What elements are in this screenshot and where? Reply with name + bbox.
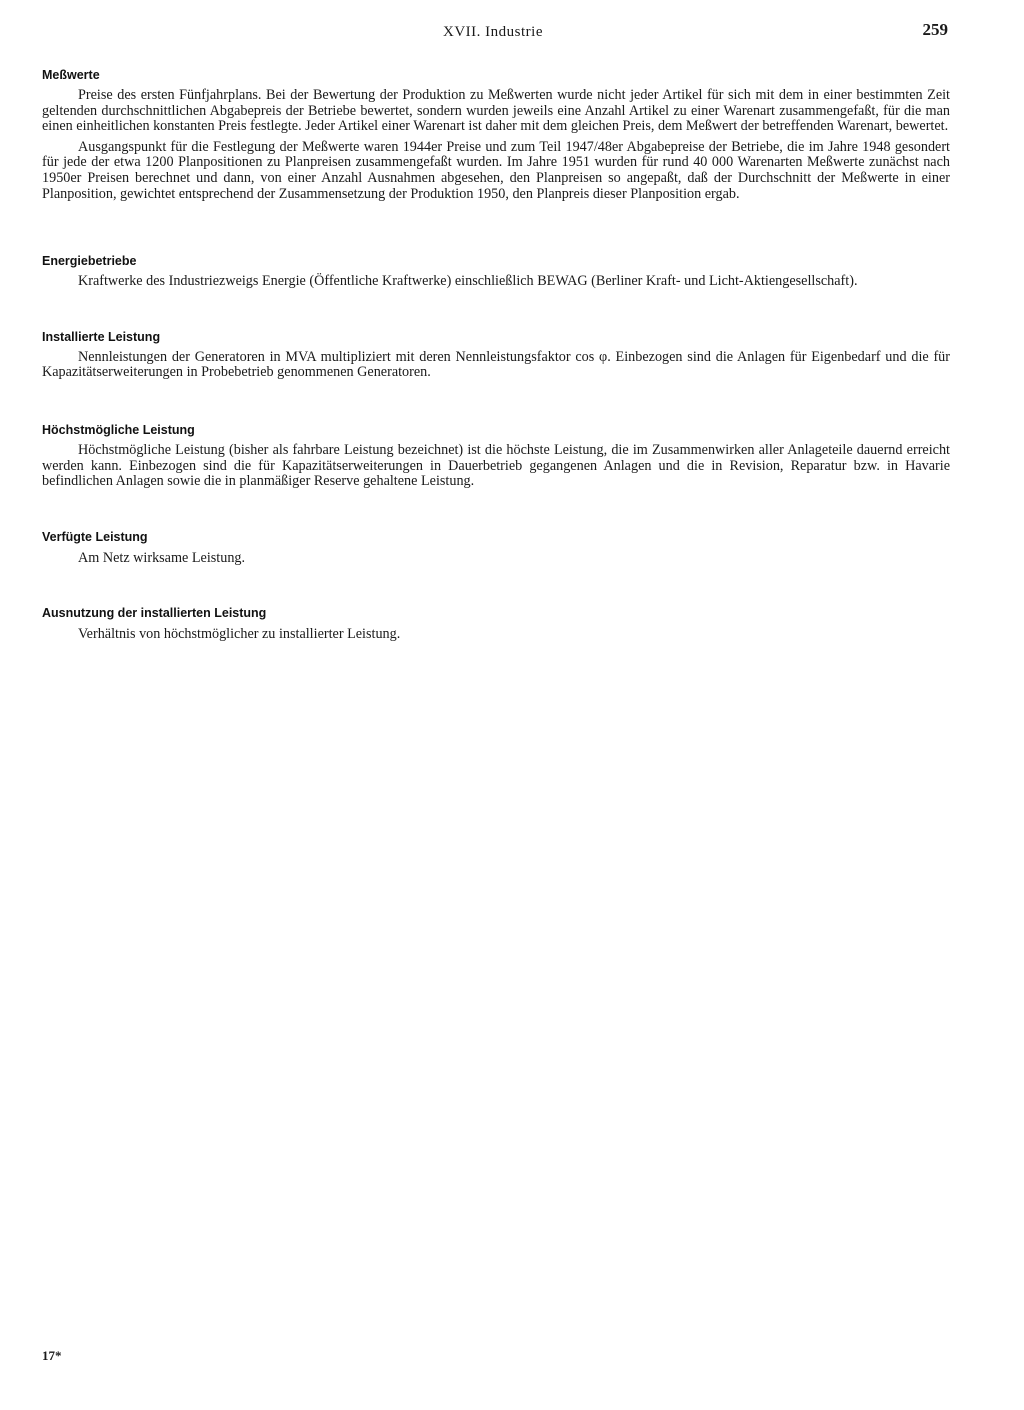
section-energiebetriebe — [42, 254, 950, 290]
section-verfuegte-leistung — [42, 530, 950, 566]
paragraph: Kraftwerke des Industriezweigs Energie (Öffentliche Kraftwerke) einschließlich BEWAG (Berliner Kraft- und Licht-Aktiengesellschaft). — [78, 273, 858, 290]
section-hoechstmoegliche-leistung — [42, 423, 950, 490]
paragraph: Am Netz wirksame Leistung. — [78, 549, 246, 566]
section-heading: Höchstmögliche Leistung — [42, 422, 195, 437]
section-heading: Meßwerte — [42, 68, 100, 82]
section-messwerte — [42, 68, 950, 202]
page-number: 259 — [922, 20, 948, 39]
page-content — [42, 68, 950, 642]
printer-signature-mark: 17* — [42, 1348, 62, 1363]
running-header: XVII. Industrie — [443, 24, 543, 40]
section-heading: Energiebetriebe — [42, 254, 137, 269]
paragraph: Ausgangspunkt für die Festlegung der Meßwerte waren 1944er Preise und zum Teil 1947/48er Abgabepreise der Betriebe, die im Jahre 1948 gesondert für jede der etwa 1200 Planpositionen zu Planpreisen zusammengefaßt wurden. Im Jahre 1951 wurden für rund 40 000 Warenarten Meßwerte zunächst nach 1950er Preisen berechnet und dann, von einer Anzahl Ausnahmen abgesehen, den Planpreisen so angepaßt, daß der Durchschnitt der Meßwerte in einer Planposition, gewichtet entsprechend der Zusammensetzung der Produktion 1950, den Planpreis dieser Planposition ergab. — [42, 138, 950, 202]
section-heading: Ausnutzung der installierten Leistung — [42, 605, 267, 620]
paragraph: Höchstmögliche Leistung (bisher als fahrbare Leistung bezeichnet) ist die höchste Leistung, die im Zusammenwirken aller Anlageteile dauernd erreicht werden kann. Einbezogen sind die für Kapazitätserweiterungen in Dauerbetrieb gegangenen Anlagen und die in Revision, Reparatur bzw. in Havarie befindlichen Anlagen sowie die in planmäßiger Reserve gehaltene Leistung. — [42, 441, 950, 490]
section-heading: Installierte Leistung — [42, 329, 161, 344]
paragraph: Verhältnis von höchstmöglicher zu installierter Leistung. — [78, 625, 401, 642]
section-installierte-leistung — [42, 330, 950, 381]
section-heading: Verfügte Leistung — [42, 529, 148, 544]
section-ausnutzung — [42, 606, 950, 642]
paragraph: Preise des ersten Fünfjahrplans. Bei der Bewertung der Produktion zu Meßwerten wurde nicht jeder Artikel für sich mit dem in einer bestimmten Zeit geltenden durchschnittlichen Abgabepreis der Betriebe bewertet, sondern wurden jeweils eine Anzahl Artikel zu einer Warenart zusammengefaßt, für die man einen einheitlichen konstanten Preis festlegte. Jeder Artikel einer Warenart ist daher mit dem gleichen Preis, dem Meßwert der betreffenden Warenart, bewertet. — [42, 87, 950, 135]
paragraph: Nennleistungen der Generatoren in MVA multipliziert mit deren Nennleistungsfaktor cos φ. Einbezogen sind die Anlagen für Eigenbedarf und die für Kapazitätserweiterungen in Probebetrieb genommenen Generatoren. — [42, 348, 950, 381]
